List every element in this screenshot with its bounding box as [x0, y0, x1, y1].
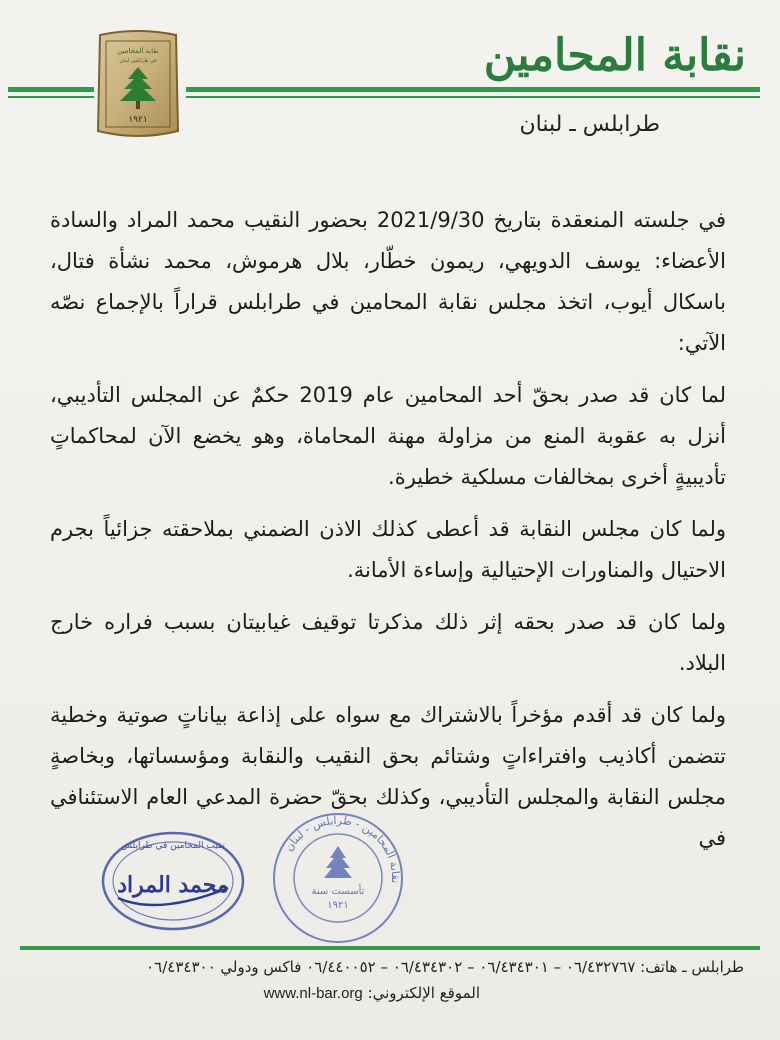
- svg-text:نقيب المحامين في طرابلس: نقيب المحامين في طرابلس: [121, 841, 225, 851]
- website-link[interactable]: www.nl-bar.org: [263, 985, 363, 1002]
- body-paragraph-prosecution: ولما كان مجلس النقابة قد أعطى كذلك الاذن الضمني بملاحقته جزائياً بجرم الاحتيال والمناورات الإحتيالية وإساءة الأمانة.: [50, 517, 726, 582]
- svg-text:محمد المراد: محمد المراد: [117, 872, 229, 898]
- svg-text:تأسست سنة: تأسست سنة: [311, 886, 365, 897]
- header-rule-top: [186, 87, 760, 92]
- svg-text:نقابة المحامين - طرابلس - لبنا: نقابة المحامين - طرابلس - لبنان: [282, 813, 403, 884]
- website-label: الموقع الإلكتروني:: [367, 984, 480, 1002]
- body-paragraph-warrants: ولما كان قد صدر بحقه إثر ذلك مذكرتا توقيف غيابيتان بسبب فراره خارج البلاد.: [50, 610, 726, 675]
- body-paragraph-judgment: لما كان قد صدر بحقّ أحد المحامين عام 2019 حكمٌ عن المجلس التأديبي، أنزل به عقوبة المنع من مزاولة مهنة المحاماة، وهو يخضع الآن لمحاكماتٍ تأديبيةٍ أخرى بمخالفات مسلكية خطيرة.: [50, 383, 726, 489]
- footer-website-line: [40, 984, 480, 1002]
- signature-stamp: [98, 826, 248, 936]
- city-subheading: طرابلس ـ لبنان: [519, 112, 660, 137]
- svg-text:في طرابلس لبنان: في طرابلس لبنان: [119, 58, 157, 64]
- footer-rule: [20, 946, 760, 950]
- svg-text:نقابة المحامين: نقابة المحامين: [117, 47, 159, 55]
- header-rule-bottom: [186, 96, 760, 98]
- header-rule-left-thin: [8, 96, 94, 98]
- body-paragraph-opening: في جلسته المنعقدة بتاريخ 2021/9/30 بحضور النقيب محمد المراد والسادة الأعضاء: يوسف الدويهي، ريمون خطّار، بلال هرموش، محمد نشأة فتال، باسكال أيوب، اتخذ مجلس نقابة المحامين في طرابلس قراراً بالإجماع نصّه الآتي:: [50, 208, 727, 355]
- svg-text:١٩٢١: ١٩٢١: [128, 115, 148, 125]
- footer-phone-line: طرابلس ـ هاتف: ٠٦/٤٣٢٧٦٧ – ٠٦/٤٣٤٣٠١ – ٠٦/٤٣٤٣٠٢ – ٠٦/٤٤٠٠٥٢ فاكس ودولي ٠٦/٤٣٤٣٠٠: [146, 958, 744, 976]
- bar-association-logo: [94, 27, 182, 142]
- body-paragraph-statements: ولما كان قد أقدم مؤخراً بالاشتراك مع سواه على إذاعة بياناتٍ صوتية وخطية تتضمن أكاذيب وافتراءاتٍ وشتائم بحق النقيب والنقابة ومؤسساتها، وبخاصةٍ مجلس النقابة والمجلس التأديبي، وكذلك بحقّ حضرة المدعي العام الاستئنافي في: [50, 703, 726, 850]
- header-rule-left: [8, 87, 94, 92]
- official-round-stamp: [268, 808, 408, 948]
- letter-body: [50, 200, 726, 870]
- svg-text:١٩٢١: ١٩٢١: [327, 900, 349, 911]
- org-name-heading: نقابة المحامين: [483, 30, 746, 81]
